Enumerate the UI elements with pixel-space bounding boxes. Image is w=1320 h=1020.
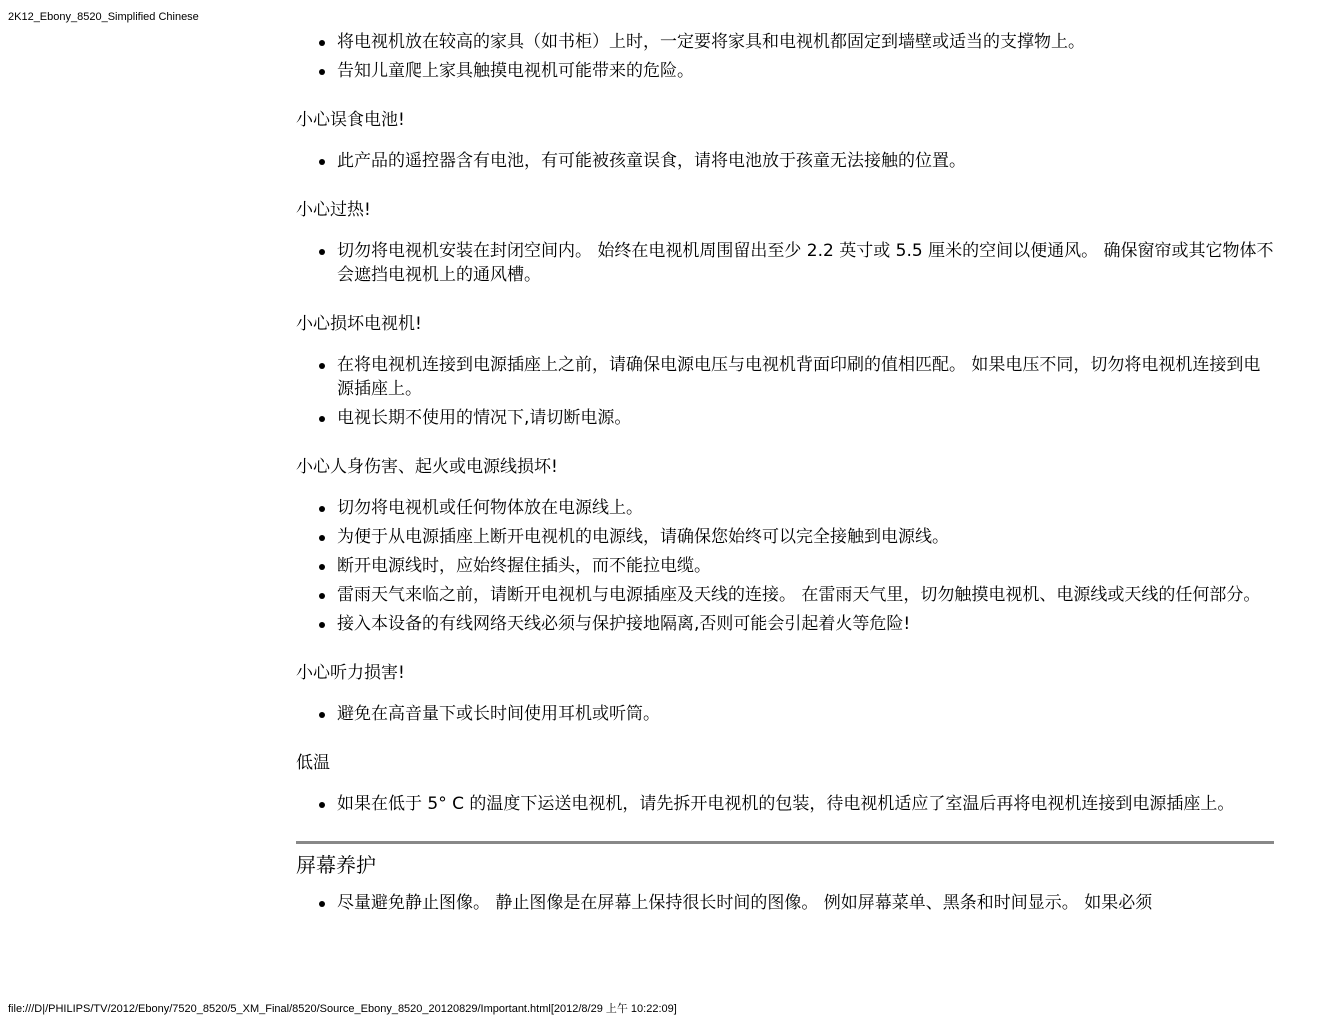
section-overheat	[296, 198, 1274, 287]
section-divider	[296, 841, 1274, 844]
section-tv-damage	[296, 312, 1274, 430]
list-item: 断开电源线时，应始终握住插头，而不能拉电缆。	[337, 554, 1274, 578]
list-item: 电视长期不使用的情况下,请切断电源。	[337, 406, 1274, 430]
list-item: 切勿将电视机安装在封闭空间内。 始终在电视机周围留出至少 2.2 英寸或 5.5 厘米的空间以便通风。 确保窗帘或其它物体不会遮挡电视机上的通风槽。	[337, 241, 1274, 285]
list-item: 尽量避免静止图像。 静止图像是在屏幕上保持很长时间的图像。 例如屏幕菜单、黑条和时间显示。 如果必须	[337, 891, 1274, 915]
section-heading: 小心听力损害!	[296, 663, 405, 683]
section-heading: 小心误食电池!	[296, 110, 405, 130]
list-item: 如果在低于 5° C 的温度下运送电视机，请先拆开电视机的包装，待电视机适应了室温后再将电视机连接到电源插座上。	[337, 792, 1274, 816]
section-low-temp	[296, 751, 1274, 816]
section-hearing	[296, 661, 1274, 726]
list-item: 为便于从电源插座上断开电视机的电源线，请确保您始终可以完全接触到电源线。	[337, 525, 1274, 549]
list-item: 将电视机放在较高的家具（如书柜）上时，一定要将家具和电视机都固定到墙壁或适当的支撑物上。	[337, 30, 1274, 54]
section-heading: 屏幕养护	[296, 853, 376, 877]
section-heading: 小心损坏电视机!	[296, 314, 422, 334]
page-header: 2K12_Ebony_8520_Simplified Chinese	[8, 11, 199, 23]
section-list	[296, 353, 1274, 430]
list-item: 避免在高音量下或长时间使用耳机或听筒。	[337, 702, 1274, 726]
section-injury-fire	[296, 455, 1274, 636]
section-heading: 小心人身伤害、起火或电源线损坏!	[296, 457, 558, 477]
list-item: 在将电视机连接到电源插座上之前，请确保电源电压与电视机背面印刷的值相匹配。 如果电压不同，切勿将电视机连接到电源插座上。	[337, 353, 1274, 401]
list-item: 此产品的遥控器含有电池，有可能被孩童误食，请将电池放于孩童无法接触的位置。	[337, 149, 1274, 173]
section-list	[296, 891, 1274, 915]
document-content	[296, 30, 1274, 915]
list-item: 雷雨天气来临之前，请断开电视机与电源插座及天线的连接。 在雷雨天气里，切勿触摸电视机、电源线或天线的任何部分。	[337, 583, 1274, 607]
section-list	[296, 792, 1274, 816]
section-heading: 低温	[296, 753, 330, 773]
page-footer-path: file:///D|/PHILIPS/TV/2012/Ebony/7520_8520/5_XM_Final/8520/Source_Ebony_8520_20120829/Important.html[2012/8/29 上午 10:22:09]	[8, 1003, 677, 1015]
list-item: 切勿将电视机或任何物体放在电源线上。	[337, 496, 1274, 520]
section-list	[296, 149, 1274, 173]
section-battery	[296, 108, 1274, 173]
section-list	[296, 496, 1274, 636]
section-heading: 小心过热!	[296, 200, 371, 220]
section-list	[296, 239, 1274, 287]
list-item: 接入本设备的有线网络天线必须与保护接地隔离,否则可能会引起着火等危险!	[337, 612, 1274, 636]
list-item: 告知儿童爬上家具触摸电视机可能带来的危险。	[337, 59, 1274, 83]
intro-list	[296, 30, 1274, 83]
section-list	[296, 702, 1274, 726]
section-screen-care	[296, 851, 1274, 915]
